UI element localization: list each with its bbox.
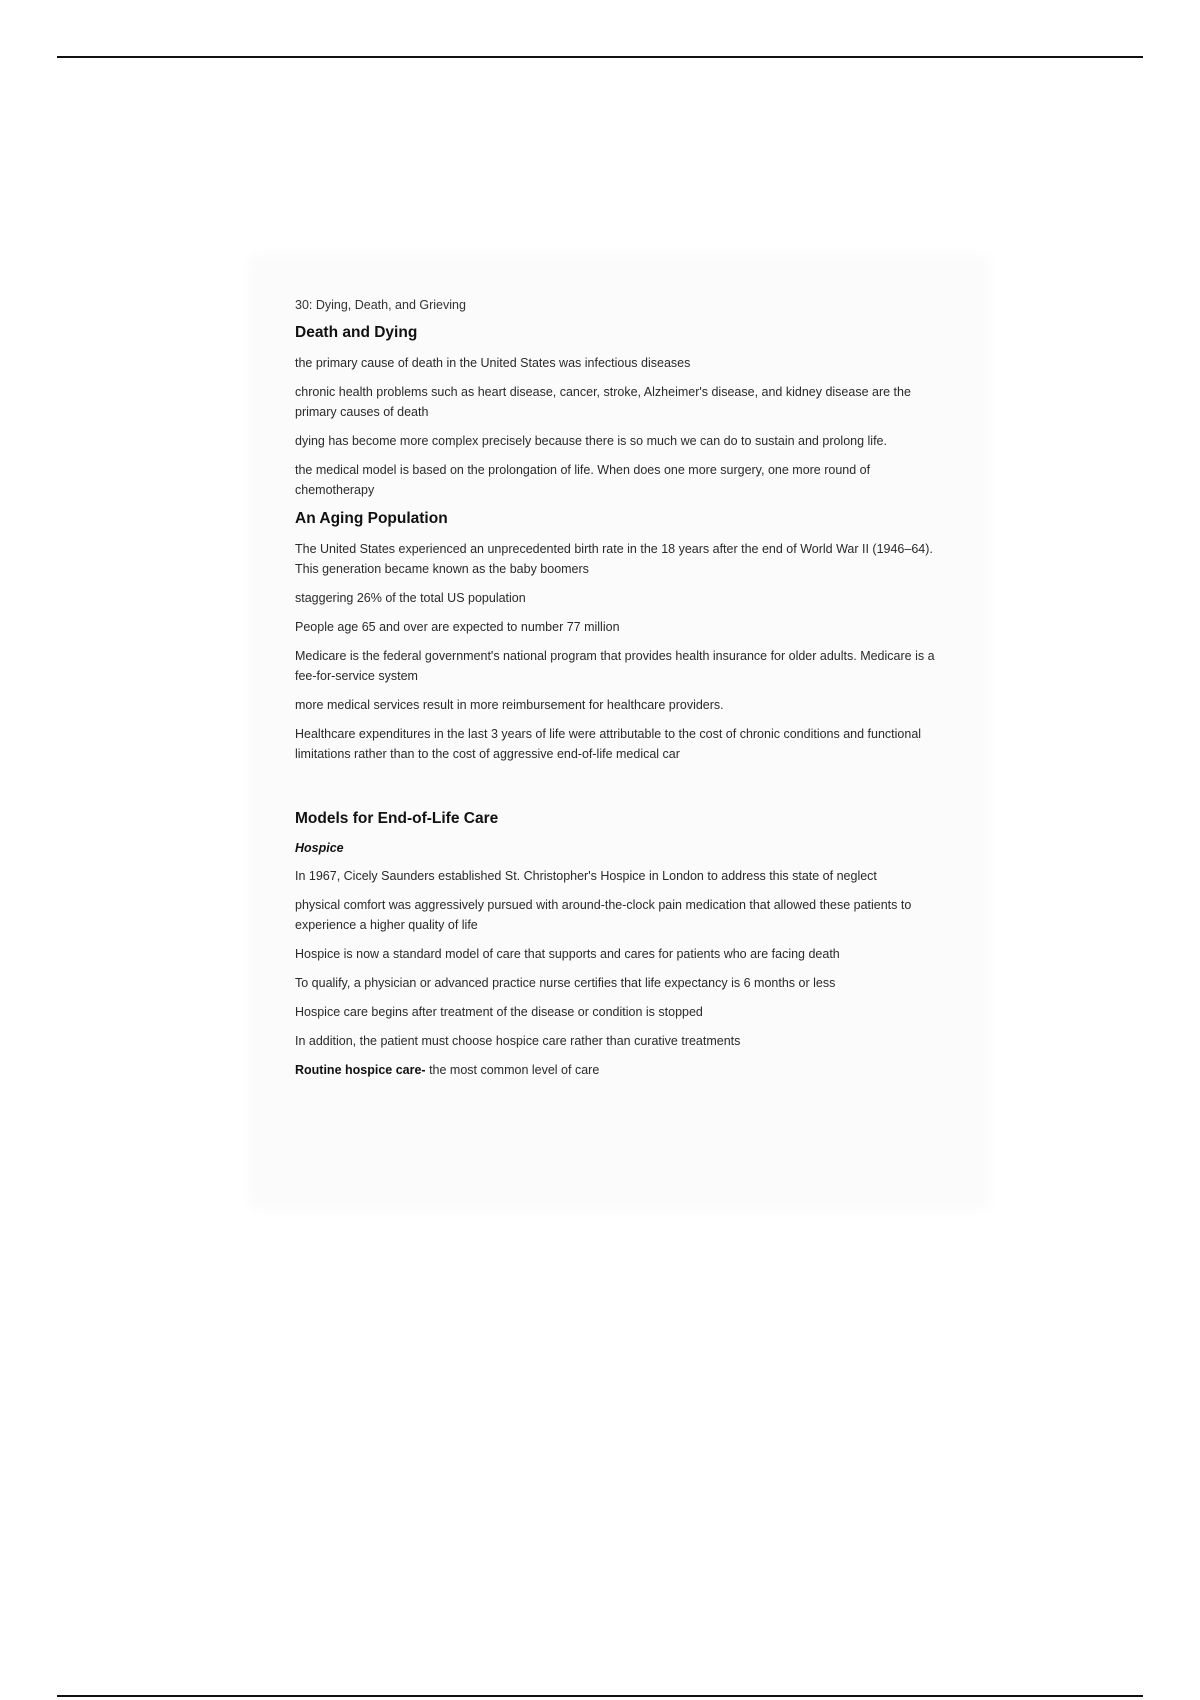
paragraph: In 1967, Cicely Saunders established St. Christopher's Hospice in London to address this state of neglect bbox=[295, 869, 877, 883]
section-title-death-and-dying: Death and Dying bbox=[295, 324, 418, 341]
paragraph: Hospice care begins after treatment of the disease or condition is stopped bbox=[295, 1005, 703, 1019]
paragraph: dying has become more complex precisely because there is so much we can do to sustain and prolong life. bbox=[295, 434, 887, 448]
paragraph: the primary cause of death in the United States was infectious diseases bbox=[295, 356, 691, 370]
paragraph: more medical services result in more reimbursement for healthcare providers. bbox=[295, 698, 724, 712]
section-title-end-of-life-care: Models for End-of-Life Care bbox=[295, 810, 499, 827]
document-content bbox=[295, 297, 945, 1089]
bottom-rule bbox=[57, 1695, 1143, 1697]
paragraph: Hospice is now a standard model of care that supports and cares for patients who are facing death bbox=[295, 947, 840, 961]
top-rule bbox=[57, 56, 1143, 58]
section-spacer bbox=[295, 773, 945, 809]
paragraph: chronic health problems such as heart disease, cancer, stroke, Alzheimer's disease, and kidney disease are the primary causes of death bbox=[295, 385, 911, 419]
paragraph: Healthcare expenditures in the last 3 years of life were attributable to the cost of chronic conditions and functional limitations rather than to the cost of aggressive end-of-life medical car bbox=[295, 727, 922, 761]
document-header: 30: Dying, Death, and Grieving bbox=[295, 298, 466, 312]
paragraph: physical comfort was aggressively pursued with around-the-clock pain medication that allowed these patients to experience a higher quality of life bbox=[295, 898, 912, 932]
paragraph: the medical model is based on the prolongation of life. When does one more surgery, one more round of chemotherapy bbox=[295, 463, 871, 497]
paragraph: The United States experienced an unprecedented birth rate in the 18 years after the end of World War II (1946–64). This generation became known as the baby boomers bbox=[295, 542, 933, 576]
section-title-aging-population: An Aging Population bbox=[295, 510, 448, 527]
paragraph: In addition, the patient must choose hospice care rather than curative treatments bbox=[295, 1034, 741, 1048]
subheading-hospice: Hospice bbox=[295, 841, 344, 855]
bold-lead-term: Routine hospice care- bbox=[295, 1063, 426, 1077]
paragraph: Medicare is the federal government's national program that provides health insurance for older adults. Medicare is a fee-for-service system bbox=[295, 649, 935, 683]
paragraph: People age 65 and over are expected to number 77 million bbox=[295, 620, 620, 634]
paragraph: staggering 26% of the total US population bbox=[295, 591, 526, 605]
paragraph-text: the most common level of care bbox=[425, 1063, 600, 1077]
paragraph-routine-hospice-care bbox=[295, 1060, 945, 1080]
paragraph: To qualify, a physician or advanced practice nurse certifies that life expectancy is 6 months or less bbox=[295, 976, 836, 990]
